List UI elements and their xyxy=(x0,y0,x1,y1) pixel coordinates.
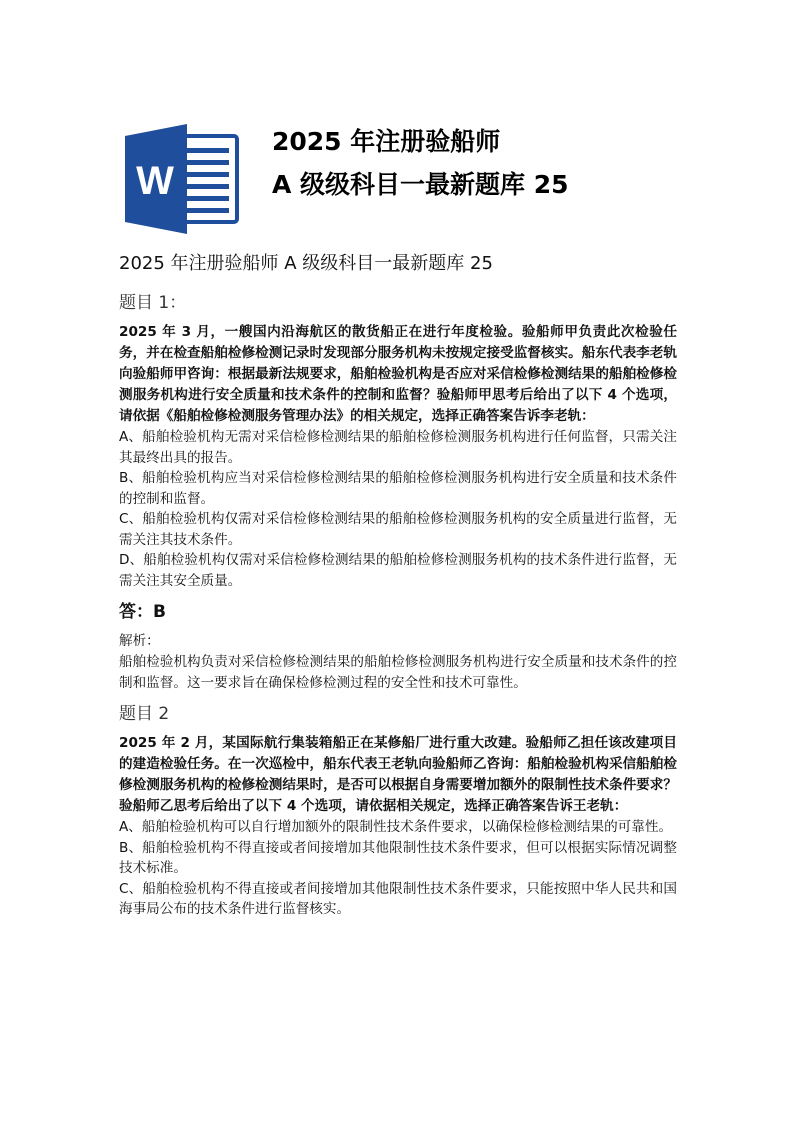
document-body xyxy=(119,250,677,920)
document-subtitle: 2025 年注册验船师 A 级级科目一最新题库 25 xyxy=(119,253,493,274)
option-a: A、船舶检验机构可以自行增加额外的限制性技术条件要求，以确保检修检测结果的可靠性。 xyxy=(119,819,673,835)
answer: 答：B xyxy=(119,602,166,622)
title-line-1: 2025 年注册验船师 xyxy=(272,127,501,156)
word-document-icon xyxy=(125,124,239,234)
question-heading: 题目 2 xyxy=(119,704,170,724)
option-a: A、船舶检验机构无需对采信检修检测结果的船舶检修检测服务机构进行任何监督，只需关注其最终出具的报告。 xyxy=(119,429,677,466)
question-stem: 2025 年 3 月，一艘国内沿海航区的散货船正在进行年度检验。验船师甲负责此次检验任务，并在检查船舶检修检测记录时发现部分服务机构未按规定接受监督核实。船东代表李老轨向验船师甲咨询：根据最新法规要求，船舶检验机构是否应对采信检修检测结果的船舶检修检测服务机构进行安全质量和技术条件的控制和监督？验船师甲思考后给出了以下 4 个选项，请依据《船舶检修检测服务管理办法》的相关规定，选择正确答案告诉李老轨： xyxy=(119,324,677,424)
question-2 xyxy=(119,701,677,920)
document-title xyxy=(272,120,569,206)
analysis-label: 解析： xyxy=(119,633,160,649)
option-c: C、船舶检验机构仅需对采信检修检测结果的船舶检修检测服务机构的安全质量进行监督，无需关注其技术条件。 xyxy=(119,511,677,548)
option-d: D、船舶检验机构仅需对采信检修检测结果的船舶检修检测服务机构的技术条件进行监督，无需关注其安全质量。 xyxy=(119,552,677,589)
option-c: C、船舶检验机构不得直接或者间接增加其他限制性技术条件要求，只能按照中华人民共和国海事局公布的技术条件进行监督核实。 xyxy=(119,880,677,917)
question-1 xyxy=(119,290,677,693)
question-heading: 题目 1： xyxy=(119,293,187,313)
option-b: B、船舶检验机构不得直接或者间接增加其他限制性技术条件要求，但可以根据实际情况调整技术标准。 xyxy=(119,839,677,876)
title-line-2: A 级级科目一最新题库 25 xyxy=(272,170,569,199)
analysis-text: 船舶检验机构负责对采信检修检测结果的船舶检修检测服务机构进行安全质量和技术条件的控制和监督。这一要求旨在确保检修检测过程的安全性和技术可靠性。 xyxy=(119,654,677,691)
option-b: B、船舶检验机构应当对采信检修检测结果的船舶检修检测服务机构进行安全质量和技术条件的控制和监督。 xyxy=(119,470,677,507)
svg-text:W: W xyxy=(136,159,174,203)
question-stem: 2025 年 2 月，某国际航行集装箱船正在某修船厂进行重大改建。验船师乙担任该改建项目的建造检验任务。在一次巡检中，船东代表王老轨向验船师乙咨询：船舶检验机构采信船舶检修检测服务机构的检修检测结果时，是否可以根据自身需要增加额外的限制性技术条件要求？验船师乙思考后给出了以下 4 个选项，请依据相关规定，选择正确答案告诉王老轨： xyxy=(119,735,677,814)
